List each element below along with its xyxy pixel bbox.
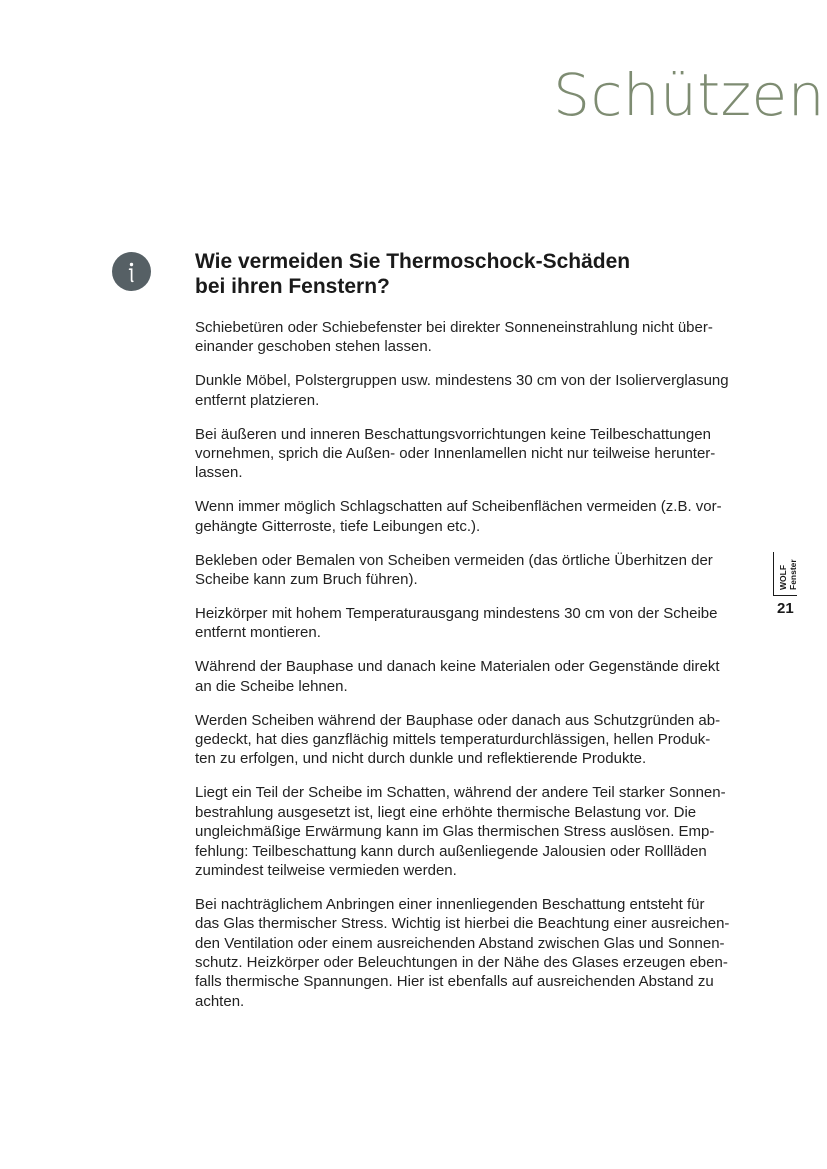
side-tab-rule (773, 595, 797, 596)
paragraph-covering: Werden Scheiben während der Bauphase oder danach aus Schutzgründen ab- gedeckt, hat dies ganzflächig mittels temperaturdurchlässigen, hellen Produk- ten zu erfolgen, und nicht durch dunkle und reflektierende Produkte. (195, 711, 721, 768)
paragraph-construction-phase: Während der Bauphase und danach keine Materialen oder Gegenstände direkt an die Scheibe lehnen. (195, 658, 720, 695)
paragraph-interior-shading: Bei nachträglichem Anbringen einer innenliegenden Beschattung entsteht für das Glas thermischer Stress. Wichtig ist hierbei die Beachtung einer ausreichen- den Ventilation oder einem ausreichenden Abstand zwischen Glas und Sonnen- schutz. Heizkörper oder Beleuchtungen in der Nähe des Glases erzeugen eben- falls thermische Spannungen. Hier ist ebenfalls auf ausreichenden Abstand zu achten. (195, 895, 730, 1010)
info-icon (112, 252, 151, 291)
heading-line-2: bei ihren Fenstern? (195, 275, 390, 298)
paragraph-sticking-painting: Bekleben oder Bemalen von Scheiben vermeiden (das örtliche Überhitzen der Scheibe kann zum Bruch führen). (195, 551, 713, 589)
info-glyph-icon (112, 252, 151, 291)
brand-wolf: WOLF (778, 564, 788, 590)
paragraph-sliding-doors: Schiebetüren oder Schiebefenster bei direkter Sonneneinstrahlung nicht über- einander geschoben stehen lassen. (195, 319, 713, 356)
brand-logo (772, 552, 798, 592)
section-title: Schützen (553, 61, 825, 129)
side-tab (768, 552, 808, 622)
paragraph-shading-devices: Bei äußeren und inneren Beschattungsvorrichtungen keine Teilbeschattungen vornehmen, sprich die Außen- oder Innenlamellen nicht nur teilweise herunter- lassen. (195, 425, 716, 482)
paragraph-cast-shadows: Wenn immer möglich Schlagschatten auf Scheibenflächen vermeiden (z.B. vor- gehängte Gitterroste, tiefe Leibungen etc.). (195, 498, 722, 535)
page-number: 21 (777, 600, 794, 617)
body-content (195, 318, 755, 1026)
paragraph-radiators: Heizkörper mit hohem Temperaturausgang mindestens 30 cm von der Scheibe entfernt montieren. (195, 604, 718, 642)
brand-fenster: Fenster (788, 559, 798, 590)
heading-line-1: Wie vermeiden Sie Thermoschock-Schäden (195, 250, 631, 273)
page-heading (195, 249, 715, 299)
paragraph-dark-furniture: Dunkle Möbel, Polstergruppen usw. mindestens 30 cm von der Isolierverglasung entfernt platzieren. (195, 372, 729, 409)
paragraph-partial-shadow: Liegt ein Teil der Scheibe im Schatten, während der andere Teil starker Sonnen- bestrahlung ausgesetzt ist, liegt eine erhöhte thermische Belastung vor. Die ungleichmäßige Erwärmung kann im Glas thermischen Stress auslösen. Emp- fehlung: Teilbeschattung kann durch außenliegende Jalousien oder Rollläden zumindest teilweise vermieden werden. (195, 784, 726, 879)
